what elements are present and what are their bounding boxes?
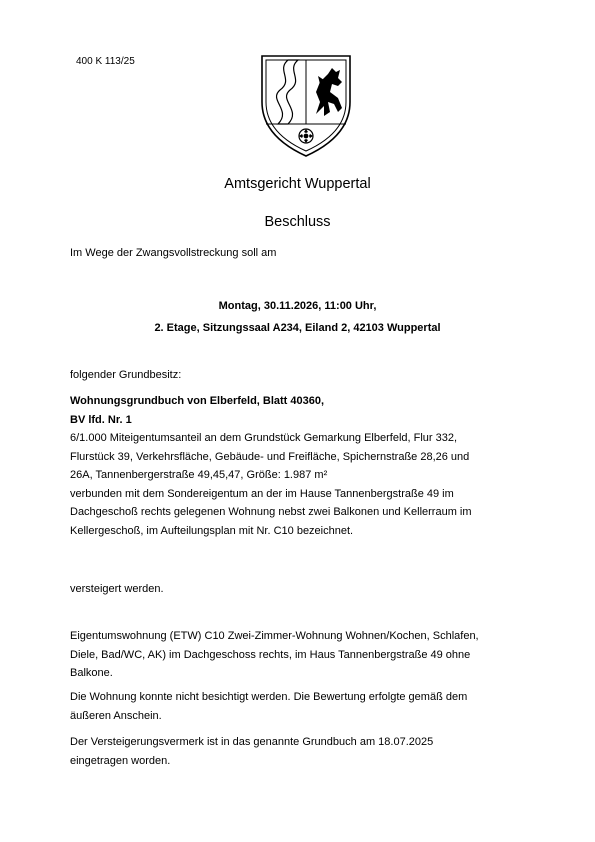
registration-paragraph xyxy=(70,733,540,770)
property-line: 26A, Tannenbergerstraße 49,45,47, Größe: 1.987 m² xyxy=(70,469,328,481)
inspection-line: äußeren Anschein. xyxy=(70,709,162,722)
appointment xyxy=(0,295,595,339)
description-line: Diele, Bad/WC, AK) im Dachgeschoss rechts, im Haus Tannenbergstraße 49 ohne xyxy=(70,648,471,661)
property-line: Dachgeschoß rechts gelegenen Wohnung nebst zwei Balkonen und Kellerraum im xyxy=(70,506,472,518)
inspection-paragraph xyxy=(70,688,540,725)
file-number: 400 K 113/25 xyxy=(76,56,135,67)
description-paragraph xyxy=(70,627,540,683)
property-line: Kellergeschoß, im Aufteilungsplan mit Nr. C10 bezeichnet. xyxy=(70,524,354,537)
property-block xyxy=(70,392,530,540)
property-label: folgender Grundbesitz: xyxy=(70,369,182,381)
nrw-coat-of-arms-icon xyxy=(258,52,354,158)
document-title: Beschluss xyxy=(264,214,331,230)
property-line: 6/1.000 Miteigentumsanteil an dem Grundstück Gemarkung Elberfeld, Flur 332, xyxy=(70,432,458,444)
registration-line: Der Versteigerungsvermerk ist in das genannte Grundbuch am 18.07.2025 xyxy=(70,736,434,748)
auction-phrase: versteigert werden. xyxy=(70,583,164,595)
description-line: Balkone. xyxy=(70,667,113,679)
property-bv-number: BV lfd. Nr. 1 xyxy=(70,413,132,426)
description-line: Eigentumswohnung (ETW) C10 Zwei-Zimmer-Wohnung Wohnen/Kochen, Schlafen, xyxy=(70,630,479,642)
property-line: Flurstück 39, Verkehrsfläche, Gebäude- und Freifläche, Spichernstraße 28,26 und xyxy=(70,450,470,463)
property-register: Wohnungsgrundbuch von Elberfeld, Blatt 40360, xyxy=(70,395,325,407)
intro-text: Im Wege der Zwangsvollstreckung soll am xyxy=(70,247,277,259)
inspection-line: Die Wohnung konnte nicht besichtigt werden. Die Bewertung erfolgte gemäß dem xyxy=(70,691,468,703)
property-line: verbunden mit dem Sondereigentum an der im Hause Tannenbergstraße 49 im xyxy=(70,487,454,500)
registration-line: eingetragen worden. xyxy=(70,754,171,767)
appointment-date: Montag, 30.11.2026, 11:00 Uhr, xyxy=(218,300,377,312)
appointment-location: 2. Etage, Sitzungssaal A234, Eiland 2, 42103 Wuppertal xyxy=(154,322,441,334)
court-name: Amtsgericht Wuppertal xyxy=(224,176,371,192)
